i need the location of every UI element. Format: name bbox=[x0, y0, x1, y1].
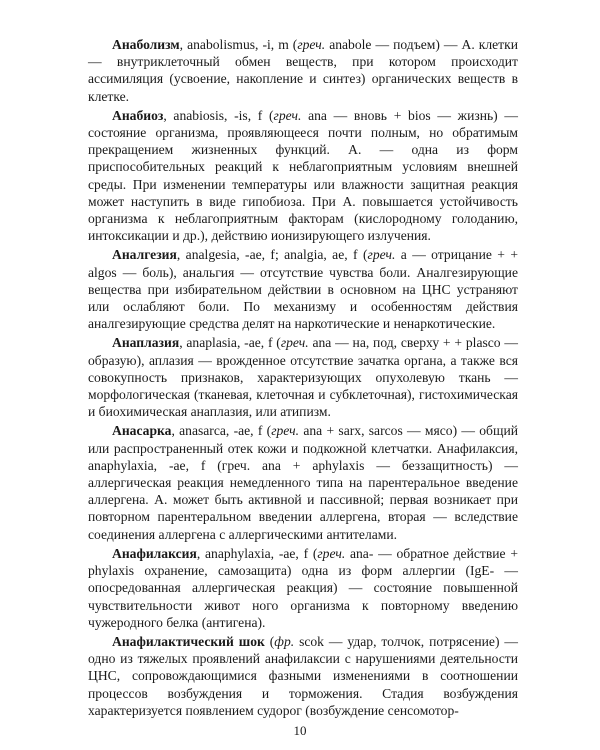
entry-language: греч. bbox=[280, 335, 309, 351]
entry-language: греч. bbox=[297, 37, 326, 52]
entry-text: anabole — подъем) — А. клетки — внутриклеточный обмен веществ, при котором происходит ассимиляция (усвоение, накопление и синтез) органических веществ в клетке. bbox=[88, 37, 519, 104]
dictionary-entry bbox=[88, 422, 518, 542]
entry-term: Анафилактический шок bbox=[112, 633, 265, 649]
entry-language: греч. bbox=[317, 545, 346, 561]
dictionary-entry bbox=[88, 545, 518, 631]
entry-text: ana- — обратное действие + phylaxis охранение, самозащита) одна из форм аллергии (IgE- — опосредованная аллергическая реакция) — состояние повышенной чувствительности живот ного организма к повторному введению чужеродного белка (антигена). bbox=[88, 545, 518, 630]
entry-term: Анафилаксия bbox=[112, 545, 197, 561]
entry-language: греч. bbox=[273, 107, 302, 123]
entry-text: ana — на, под, сверху + + plasco — образую), аплазия — врожденное отсутствие зачатка органа, а также вся совокупность признаков, характеризующих опухолевую ткань — морфологическая (тканевая, клеточная и субклеточная), гистохимическая и биохимическая анаплазия, или атипизм. bbox=[88, 335, 518, 420]
entry-term: Анаплазия bbox=[112, 335, 180, 351]
dictionary-entry bbox=[88, 36, 518, 105]
entry-term: Анабиоз bbox=[112, 107, 164, 123]
entry-text: , anaphylaxia, -ae, f ( bbox=[196, 545, 318, 561]
entry-text: ana — вновь + bios — жизнь) — состояние организма, проявляющееся почти полным, но обратимым прекращением жизненных функций. А. — одна из форм приспособительных реакций к неблагоприятным условиям внешней среды. При изменении температуры или влажности защитная реакция может наступить в виде гипобиоза. При А. повышается устойчивость организма к неблагоприятным факторам (кислородному голоданию, интоксикации и др.), действию ионизирующего излучения. bbox=[88, 107, 518, 244]
entry-language: греч. bbox=[271, 423, 300, 439]
entry-text: , analgesia, -ae, f; analgia, ae, f ( bbox=[176, 247, 368, 263]
entry-text: a — отрицание + + algos — боль), анальгия — отсутствие чувства боли. Аналгезирующие вещества при избирательном действии в основном на ЦНС устраняют или ослабляют боли. По механизму и особенностям действия аналгезирующие средства делят на наркотические и ненаркотические. bbox=[88, 247, 519, 332]
entry-text: , anabiosis, -is, f ( bbox=[163, 107, 274, 123]
dictionary-entry bbox=[88, 633, 518, 719]
entry-term: Аналгезия bbox=[112, 247, 177, 263]
dictionary-entry bbox=[88, 107, 518, 245]
entry-text: ana + sarx, sarcos — мясо) — общий или распространенный отек кожи и подкожной клетчатки. Анафилаксия, anaphylaxia, -ae, f (греч. ana + aphylaxis — беззащитность) — аллергическая реакция немедленного типа на парентеральное введение аллергена. А. может быть активной и пассивной; первая возникает при повторном парентеральном введении аллергена, вторая — вследствие соединения аллергена с аллергическими антителами. bbox=[88, 423, 518, 542]
dictionary-entry bbox=[88, 334, 518, 420]
page-number: 10 bbox=[293, 723, 307, 738]
entry-text: , anabolismus, -i, m ( bbox=[179, 37, 298, 52]
entry-text: ( bbox=[264, 633, 275, 649]
entry-text: scok — удар, толчок, потрясение) — одно из тяжелых проявлений анафилаксии с нарушениями деятельности ЦНС, сопровождающимися фазными изменениями в соотношении процессов возбуждения и торможения. Стадия возбуждения характеризуется появлением судорог (возбуждение сенсомотор- bbox=[88, 633, 518, 718]
entry-text: , anaplasia, -ae, f ( bbox=[179, 335, 281, 351]
entry-text: , anasarca, -ae, f ( bbox=[171, 423, 272, 439]
entry-term: Анаболизм bbox=[112, 37, 180, 52]
document-page bbox=[88, 36, 518, 721]
entry-language: греч. bbox=[367, 247, 396, 263]
entry-language: фр. bbox=[274, 633, 295, 649]
entry-term: Анасарка bbox=[112, 423, 172, 439]
dictionary-entry bbox=[88, 246, 518, 332]
